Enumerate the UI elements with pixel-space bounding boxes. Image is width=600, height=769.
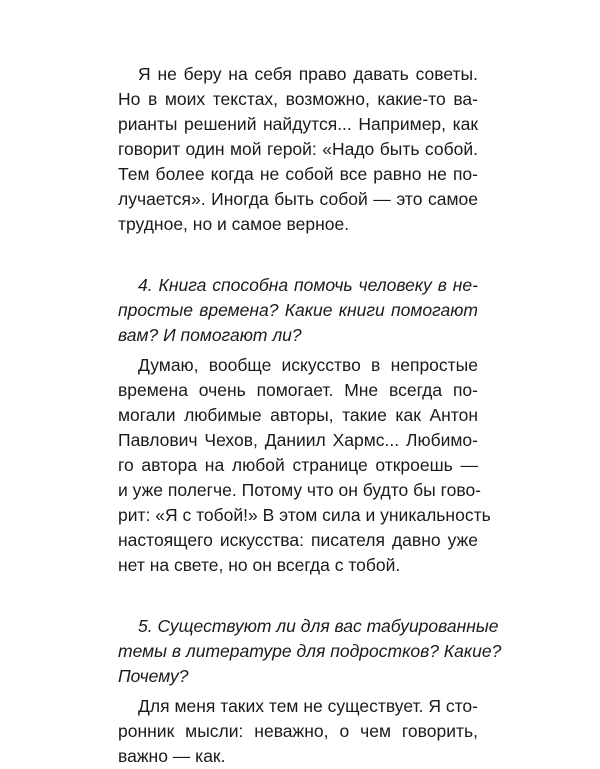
question-5 — [118, 614, 502, 689]
answer-line: и уже полегче. Потому что он будто бы гово- — [118, 480, 482, 500]
question-line: 5. Существуют ли для вас табуированные — [138, 616, 499, 636]
text-line: Я не беру на себя право давать советы. — [138, 64, 478, 84]
answer-4 — [118, 353, 491, 578]
answer-line: настоящего искусства: писателя давно уже — [118, 530, 478, 550]
answer-line: Павлович Чехов, Даниил Хармс... Любимо- — [118, 430, 478, 450]
text-line: трудное, но и самое верное. — [118, 214, 350, 234]
question-line: Почему? — [118, 666, 189, 686]
intro-paragraph — [118, 62, 478, 237]
text-line: лучается». Иногда быть собой — это самое — [118, 189, 478, 209]
answer-line: го автора на любой странице откроешь — — [118, 455, 478, 475]
question-line: простые времена? Какие книги помогают — [118, 300, 478, 320]
page-text — [118, 62, 502, 769]
answer-line: Для меня таких тем не существует. Я сто- — [138, 696, 478, 716]
answer-line: могали любимые авторы, такие как Антон — [118, 405, 478, 425]
question-line: 4. Книга способна помочь человеку в не- — [138, 275, 478, 295]
answer-line: ронник мысли: неважно, о чем говорить, — [118, 721, 478, 741]
question-line: темы в литературе для подростков? Какие? — [118, 641, 502, 661]
question-4 — [118, 273, 478, 348]
answer-5 — [118, 694, 478, 769]
text-line: говорит один мой герой: «Надо быть собой. — [118, 139, 478, 159]
answer-line: времена очень помогает. Мне всегда по- — [118, 380, 478, 400]
question-line: вам? И помогают ли? — [118, 325, 302, 345]
answer-line: Думаю, вообще искусство в непростые — [138, 355, 478, 375]
text-line: Но в моих текстах, возможно, какие-то ва- — [118, 89, 478, 109]
answer-line: рит: «Я с тобой!» В этом сила и уникальность — [118, 505, 491, 525]
answer-line: важно — как. — [118, 746, 226, 766]
answer-line: нет на свете, но он всегда с тобой. — [118, 555, 401, 575]
text-line: Тем более когда не собой все равно не по- — [118, 164, 478, 184]
text-line: рианты решений найдутся... Например, как — [118, 114, 478, 134]
